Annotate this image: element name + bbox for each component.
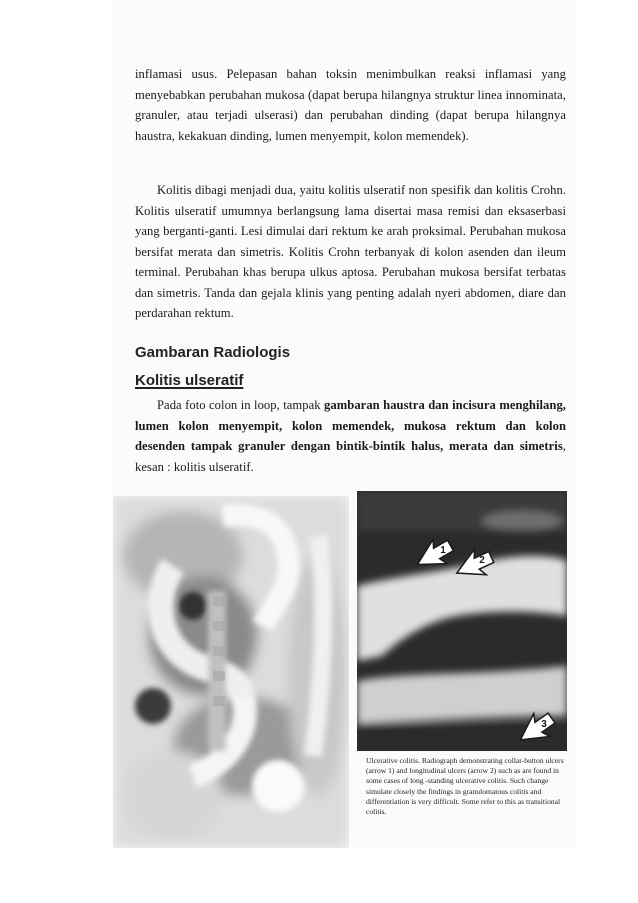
radiograph-left	[113, 496, 349, 848]
bold-findings: gambaran haustra dan incisura menghilang, lumen kolon menyempit, kolon memendek, mukosa rektum dan kolon desenden tampak granuler dengan bintik-bintik halus, merata dan simetris	[135, 398, 567, 453]
section-heading: Gambaran Radiologis	[135, 344, 291, 361]
arrow-3-label: 3	[541, 719, 547, 730]
paragraph-3: Pada foto colon in loop, tampak gambaran haustra dan incisura menghilang, lumen kolon menyempit, kolon memendek, mukosa rektum dan kolon desenden tampak granuler dengan bintik-bintik halus, merata dan simetris, kesan : kolitis ulseratif.	[135, 398, 567, 474]
radiograph-right	[357, 491, 567, 751]
figure-caption: Ulcerative colitis. Radiograph demonstrating collar-button ulcers (arrow 1) and longitudinal ulcers (arrow 2) such as are found in some cases of long -standing ulcerative colitis. Such change simulate closely the findings in granulomatous colitis and differentiation is very difficult. Some refer to this as transitional colitis.	[366, 756, 564, 817]
subsection-heading: Kolitis ulseratif	[135, 372, 244, 389]
paragraph-2: Kolitis dibagi menjadi dua, yaitu kolitis ulseratif non spesifik dan kolitis Crohn. Kolitis ulseratif umumnya berlangsung lama disertai masa remisi dan eksaserbasi yang berganti-ganti. Lesi dimulai dari rektum ke arah proksimal. Perubahan mukosa bersifat merata dan simetris. Kolitis Crohn terbanyak di kolon asenden dan ileum terminal. Perubahan khas berupa ulkus aptosa. Perubahan mukosa bersifat terbatas dan simetris. Tanda dan gejala klinis yang penting adalah nyeri abdomen, diare dan perdarahan rektum.	[135, 183, 566, 320]
arrow-1-label: 1	[440, 545, 446, 556]
paragraph-1: inflamasi usus. Pelepasan bahan toksin menimbulkan reaksi inflamasi yang menyebabkan perubahan mukosa (dapat berupa hilangnya struktur linea innominata, granuler, atau terjadi ulserasi) dan perubahan dinding (dapat berupa hilangnya haustra, kekakuan dinding, lumen menyempit, kolon memendek).	[135, 67, 566, 143]
arrow-2-label: 2	[479, 555, 485, 566]
